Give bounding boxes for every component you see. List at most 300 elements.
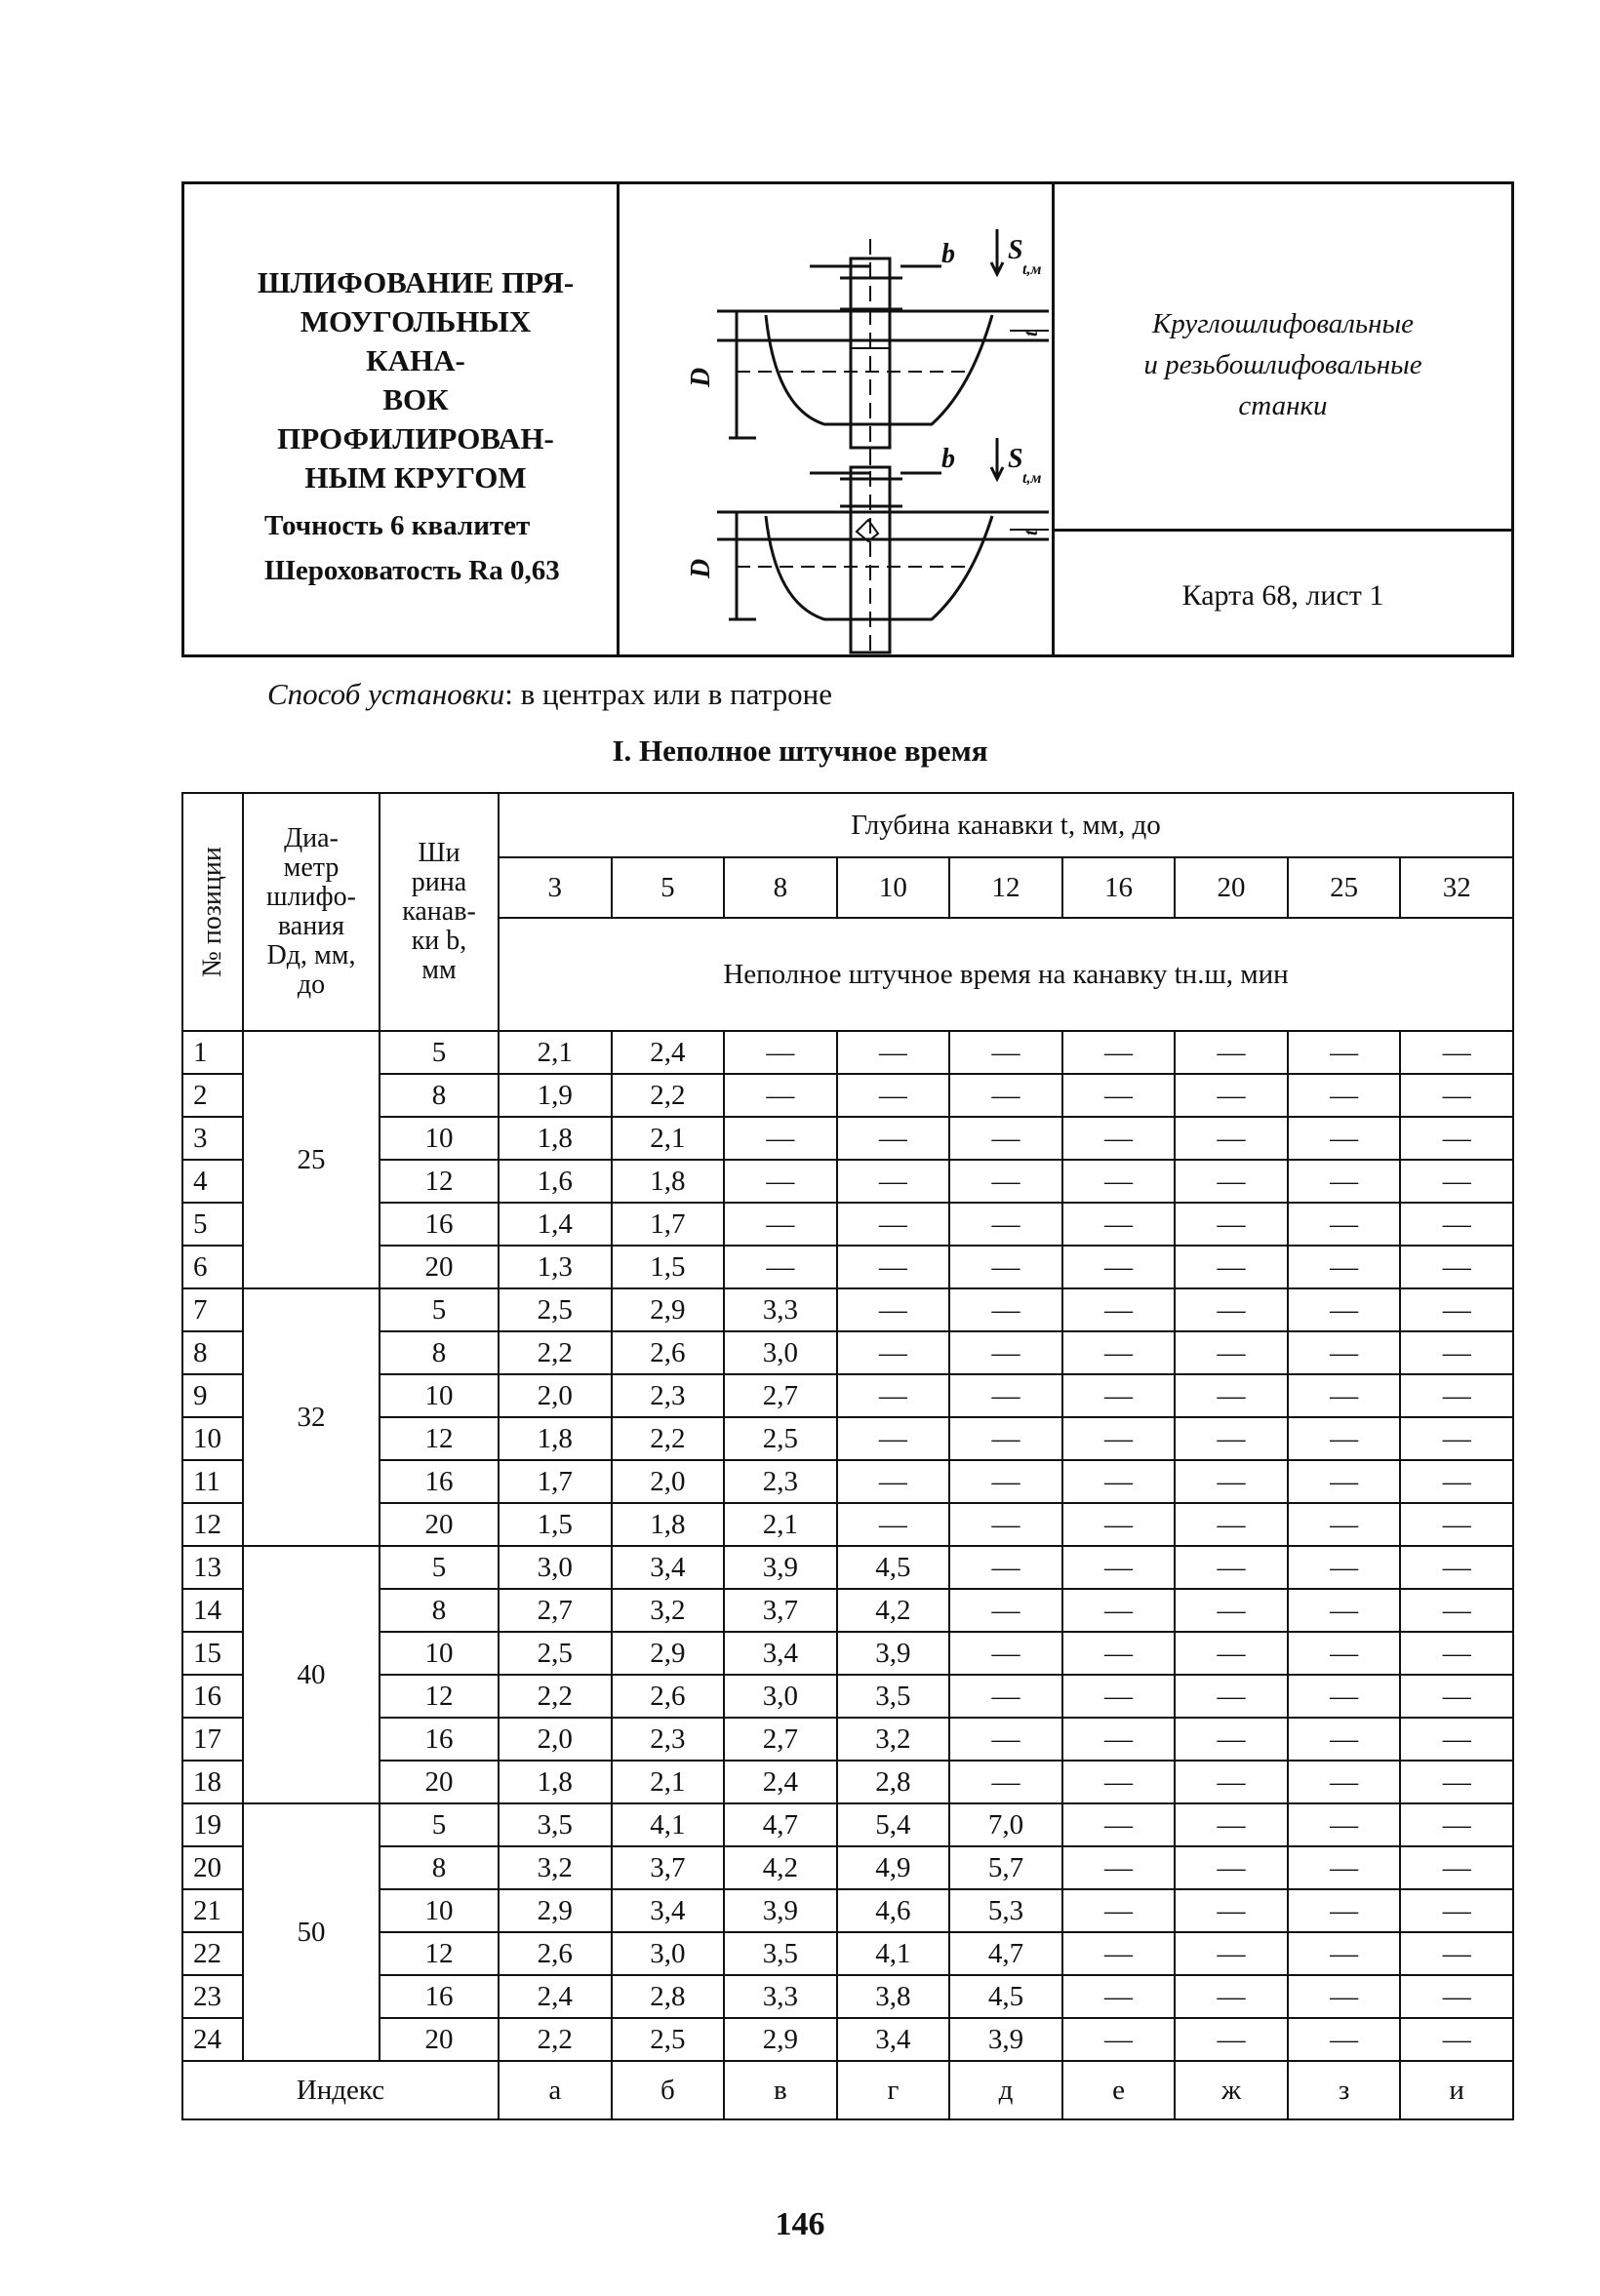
time-value-cell: —: [1062, 1975, 1176, 2018]
time-value-cell: —: [837, 1074, 950, 1117]
time-value-cell: 2,2: [612, 1417, 725, 1460]
time-value-cell: —: [1288, 1546, 1401, 1589]
time-norms-table: [181, 792, 1514, 2120]
time-value-cell: 2,6: [612, 1675, 725, 1718]
time-value-cell: —: [949, 1074, 1062, 1117]
table-row: [182, 1761, 1513, 1803]
machine-block: [1055, 184, 1511, 654]
time-value-cell: —: [1288, 1331, 1401, 1374]
time-value-cell: —: [1400, 1288, 1513, 1331]
time-value-cell: 3,9: [837, 1632, 950, 1675]
time-value-cell: 2,7: [724, 1374, 837, 1417]
groove-width-cell: 12: [380, 1417, 499, 1460]
time-value-cell: —: [1400, 1589, 1513, 1632]
time-value-cell: 5,3: [949, 1889, 1062, 1932]
depth-value: 12: [949, 857, 1062, 918]
time-value-cell: 2,2: [499, 1331, 612, 1374]
time-value-cell: 7,0: [949, 1803, 1062, 1846]
time-value-cell: —: [1288, 1203, 1401, 1246]
index-letter: ж: [1175, 2061, 1288, 2119]
time-value-cell: 1,7: [612, 1203, 725, 1246]
time-value-cell: —: [837, 1374, 950, 1417]
index-letter: а: [499, 2061, 612, 2119]
position-cell: 4: [182, 1160, 243, 1203]
depth-value: 16: [1062, 857, 1176, 918]
time-value-cell: —: [1288, 1975, 1401, 2018]
depth-value: 25: [1288, 857, 1401, 918]
position-cell: 10: [182, 1417, 243, 1460]
time-value-cell: —: [1175, 1589, 1288, 1632]
time-value-cell: 4,6: [837, 1889, 950, 1932]
time-value-cell: —: [1288, 1932, 1401, 1975]
grinding-diagram-svg: [620, 184, 1049, 654]
time-value-cell: —: [1175, 1288, 1288, 1331]
card-sheet-number: Карта 68, лист 1: [1181, 579, 1384, 612]
time-value-cell: —: [1400, 1246, 1513, 1288]
position-cell: 14: [182, 1589, 243, 1632]
time-value-cell: 2,2: [499, 1675, 612, 1718]
operation-block: [184, 184, 620, 654]
time-value-cell: —: [1400, 1374, 1513, 1417]
time-value-cell: —: [724, 1031, 837, 1074]
time-value-cell: —: [949, 1675, 1062, 1718]
table-row: [182, 1975, 1513, 2018]
time-value-cell: 1,9: [499, 1074, 612, 1117]
time-value-cell: —: [1062, 1074, 1176, 1117]
time-value-cell: 2,1: [612, 1761, 725, 1803]
col-diameter-header: Диа- метр шлифо- вания Dд, мм, до: [243, 793, 380, 1031]
depth-header: Глубина канавки t, мм, до: [499, 793, 1513, 857]
time-value-cell: 3,0: [612, 1932, 725, 1975]
groove-width-cell: 10: [380, 1632, 499, 1675]
table-row: [182, 2018, 1513, 2061]
time-value-cell: 3,7: [724, 1589, 837, 1632]
time-value-cell: —: [1400, 1117, 1513, 1160]
time-value-cell: —: [949, 1160, 1062, 1203]
time-value-cell: 2,1: [499, 1031, 612, 1074]
time-value-cell: —: [1175, 1718, 1288, 1761]
time-value-cell: —: [1175, 1117, 1288, 1160]
time-value-cell: —: [1175, 2018, 1288, 2061]
time-value-cell: —: [1062, 1761, 1176, 1803]
position-cell: 7: [182, 1288, 243, 1331]
position-cell: 19: [182, 1803, 243, 1846]
label-d-upper: D: [686, 367, 716, 387]
time-value-cell: —: [1062, 1632, 1176, 1675]
time-value-cell: —: [1288, 1160, 1401, 1203]
installation-label: Способ установки: [267, 677, 505, 711]
position-cell: 20: [182, 1846, 243, 1889]
time-value-cell: —: [1062, 1546, 1176, 1589]
depth-value: 5: [612, 857, 725, 918]
label-t-upper: t: [1020, 331, 1042, 336]
accuracy-text: Точность 6 квалитет: [264, 510, 531, 541]
table-row: [182, 1589, 1513, 1632]
groove-width-cell: 10: [380, 1374, 499, 1417]
time-value-cell: 3,7: [612, 1846, 725, 1889]
position-cell: 5: [182, 1203, 243, 1246]
groove-width-cell: 5: [380, 1031, 499, 1074]
time-value-cell: 3,2: [612, 1589, 725, 1632]
time-value-cell: 5,7: [949, 1846, 1062, 1889]
time-value-cell: —: [949, 1031, 1062, 1074]
time-value-cell: —: [1400, 1761, 1513, 1803]
time-value-cell: —: [1288, 2018, 1401, 2061]
time-value-cell: —: [949, 1546, 1062, 1589]
time-value-cell: 1,8: [612, 1503, 725, 1546]
position-cell: 22: [182, 1932, 243, 1975]
time-value-cell: 2,9: [612, 1632, 725, 1675]
groove-width-cell: 12: [380, 1675, 499, 1718]
depth-value: 10: [837, 857, 950, 918]
time-value-cell: 1,4: [499, 1203, 612, 1246]
index-letter: д: [949, 2061, 1062, 2119]
time-value-cell: —: [724, 1160, 837, 1203]
time-value-cell: —: [1288, 1675, 1401, 1718]
time-value-cell: —: [1288, 1803, 1401, 1846]
time-value-cell: —: [724, 1074, 837, 1117]
time-value-cell: —: [1288, 1889, 1401, 1932]
time-value-cell: 2,5: [499, 1288, 612, 1331]
groove-width-cell: 5: [380, 1288, 499, 1331]
time-value-cell: —: [837, 1160, 950, 1203]
index-letter: в: [724, 2061, 837, 2119]
position-cell: 21: [182, 1889, 243, 1932]
time-value-cell: —: [1288, 1417, 1401, 1460]
label-s-upper: S: [1008, 235, 1023, 265]
time-value-cell: —: [1062, 2018, 1176, 2061]
page-number: 146: [775, 2206, 825, 2242]
time-value-cell: —: [837, 1503, 950, 1546]
position-cell: 12: [182, 1503, 243, 1546]
time-value-cell: 2,7: [499, 1589, 612, 1632]
time-value-cell: —: [1175, 1546, 1288, 1589]
time-value-cell: —: [949, 1503, 1062, 1546]
time-value-cell: —: [724, 1203, 837, 1246]
time-value-cell: —: [1400, 1503, 1513, 1546]
groove-width-cell: 16: [380, 1975, 499, 2018]
time-value-cell: 4,1: [837, 1932, 950, 1975]
time-value-cell: —: [1062, 1846, 1176, 1889]
diameter-cell: 25: [243, 1031, 380, 1288]
table-row: [182, 1632, 1513, 1675]
time-value-cell: —: [1400, 1417, 1513, 1460]
diameter-cell: 40: [243, 1546, 380, 1803]
time-value-cell: 3,9: [724, 1889, 837, 1932]
position-cell: 24: [182, 2018, 243, 2061]
time-value-cell: 1,7: [499, 1460, 612, 1503]
time-value-cell: —: [1175, 1503, 1288, 1546]
index-letter: и: [1400, 2061, 1513, 2119]
time-value-cell: 2,1: [724, 1503, 837, 1546]
position-cell: 11: [182, 1460, 243, 1503]
depth-value: 20: [1175, 857, 1288, 918]
time-value-cell: —: [1175, 1331, 1288, 1374]
time-value-cell: 4,1: [612, 1803, 725, 1846]
time-value-cell: —: [1062, 1503, 1176, 1546]
time-value-cell: —: [949, 1288, 1062, 1331]
time-value-cell: —: [1175, 1417, 1288, 1460]
time-value-cell: 3,4: [837, 2018, 950, 2061]
table-row: [182, 1546, 1513, 1589]
time-value-cell: —: [1175, 1374, 1288, 1417]
depth-value: 3: [499, 857, 612, 918]
table-row: [182, 1460, 1513, 1503]
time-value-cell: —: [724, 1246, 837, 1288]
groove-width-cell: 16: [380, 1718, 499, 1761]
table-row: [182, 1503, 1513, 1546]
table-row: [182, 1932, 1513, 1975]
position-cell: 15: [182, 1632, 243, 1675]
time-value-cell: 2,6: [499, 1932, 612, 1975]
time-value-cell: —: [1175, 1246, 1288, 1288]
index-row: [182, 2061, 1513, 2119]
time-value-cell: —: [1062, 1803, 1176, 1846]
time-value-cell: —: [1062, 1889, 1176, 1932]
time-value-cell: —: [1288, 1117, 1401, 1160]
time-value-cell: —: [1062, 1160, 1176, 1203]
groove-width-cell: 20: [380, 1246, 499, 1288]
time-value-cell: 2,0: [612, 1460, 725, 1503]
table-row: [182, 1889, 1513, 1932]
table-row: [182, 1374, 1513, 1417]
time-value-cell: 3,2: [499, 1846, 612, 1889]
time-value-cell: —: [1175, 1932, 1288, 1975]
time-value-cell: 2,9: [612, 1288, 725, 1331]
groove-width-cell: 5: [380, 1803, 499, 1846]
time-value-cell: —: [949, 1761, 1062, 1803]
time-value-cell: 3,4: [724, 1632, 837, 1675]
position-cell: 17: [182, 1718, 243, 1761]
time-value-cell: —: [1400, 1632, 1513, 1675]
table-row: [182, 1203, 1513, 1246]
groove-width-cell: 8: [380, 1589, 499, 1632]
time-value-cell: 2,5: [724, 1417, 837, 1460]
time-value-cell: —: [1400, 1331, 1513, 1374]
time-value-cell: 3,4: [612, 1889, 725, 1932]
position-cell: 2: [182, 1074, 243, 1117]
groove-width-cell: 10: [380, 1117, 499, 1160]
table-row: [182, 1846, 1513, 1889]
time-value-cell: —: [1062, 1203, 1176, 1246]
time-value-cell: —: [837, 1246, 950, 1288]
time-value-cell: —: [1288, 1589, 1401, 1632]
time-value-cell: —: [1062, 1417, 1176, 1460]
time-value-cell: 2,3: [724, 1460, 837, 1503]
time-value-cell: —: [837, 1417, 950, 1460]
time-value-cell: —: [1175, 1975, 1288, 2018]
position-cell: 16: [182, 1675, 243, 1718]
time-value-cell: 2,5: [499, 1632, 612, 1675]
index-label: Индекс: [182, 2061, 499, 2119]
position-cell: 8: [182, 1331, 243, 1374]
table-row: [182, 1246, 1513, 1288]
groove-width-cell: 20: [380, 2018, 499, 2061]
time-value-cell: —: [1288, 1460, 1401, 1503]
time-value-cell: 2,0: [499, 1374, 612, 1417]
time-value-cell: —: [1288, 1632, 1401, 1675]
groove-width-cell: 8: [380, 1846, 499, 1889]
time-value-cell: 3,0: [499, 1546, 612, 1589]
table-body: [182, 1031, 1513, 2119]
depth-value: 32: [1400, 857, 1513, 918]
table-row: [182, 1803, 1513, 1846]
time-value-cell: —: [1062, 1718, 1176, 1761]
time-value-cell: —: [1288, 1288, 1401, 1331]
time-value-cell: —: [1288, 1761, 1401, 1803]
time-value-cell: 4,9: [837, 1846, 950, 1889]
position-cell: 9: [182, 1374, 243, 1417]
time-value-cell: —: [1175, 1160, 1288, 1203]
time-value-cell: —: [1062, 1460, 1176, 1503]
time-header: Неполное штучное время на канавку tн.ш, мин: [499, 918, 1513, 1031]
time-value-cell: —: [1400, 1160, 1513, 1203]
time-value-cell: 4,7: [724, 1803, 837, 1846]
time-value-cell: —: [1400, 1460, 1513, 1503]
col-position-header: № позиции: [182, 793, 243, 1031]
time-value-cell: —: [1400, 2018, 1513, 2061]
depth-value: 8: [724, 857, 837, 918]
time-value-cell: —: [1288, 1503, 1401, 1546]
time-value-cell: —: [1400, 1803, 1513, 1846]
time-value-cell: 3,0: [724, 1331, 837, 1374]
table-row: [182, 1718, 1513, 1761]
time-value-cell: —: [837, 1331, 950, 1374]
time-value-cell: —: [949, 1632, 1062, 1675]
label-s-lower: S: [1008, 444, 1023, 474]
time-value-cell: —: [1400, 1889, 1513, 1932]
time-value-cell: —: [1062, 1117, 1176, 1160]
time-value-cell: —: [949, 1117, 1062, 1160]
time-value-cell: —: [1288, 1846, 1401, 1889]
position-cell: 13: [182, 1546, 243, 1589]
label-b-upper: b: [941, 239, 955, 269]
groove-width-cell: 16: [380, 1203, 499, 1246]
time-value-cell: 2,4: [499, 1975, 612, 2018]
time-value-cell: 3,2: [837, 1718, 950, 1761]
label-s-sub-upper: t,м: [1022, 261, 1042, 278]
installation-method: [267, 677, 832, 712]
time-value-cell: —: [724, 1117, 837, 1160]
groove-width-cell: 12: [380, 1160, 499, 1203]
time-value-cell: —: [1175, 1846, 1288, 1889]
time-value-cell: 4,5: [949, 1975, 1062, 2018]
time-value-cell: —: [1400, 1203, 1513, 1246]
time-value-cell: —: [949, 1331, 1062, 1374]
table-row: [182, 1288, 1513, 1331]
time-value-cell: 2,3: [612, 1374, 725, 1417]
time-value-cell: —: [1288, 1718, 1401, 1761]
label-t-lower: t: [1020, 530, 1042, 535]
time-value-cell: 2,1: [612, 1117, 725, 1160]
index-letter: б: [612, 2061, 725, 2119]
position-cell: 18: [182, 1761, 243, 1803]
time-value-cell: 2,6: [612, 1331, 725, 1374]
time-value-cell: 3,3: [724, 1288, 837, 1331]
time-value-cell: 3,9: [724, 1546, 837, 1589]
time-value-cell: —: [1062, 1589, 1176, 1632]
position-cell: 1: [182, 1031, 243, 1074]
time-value-cell: —: [1175, 1761, 1288, 1803]
time-value-cell: —: [1062, 1374, 1176, 1417]
time-value-cell: 2,7: [724, 1718, 837, 1761]
time-value-cell: —: [837, 1117, 950, 1160]
time-value-cell: 3,4: [612, 1546, 725, 1589]
time-value-cell: —: [949, 1589, 1062, 1632]
time-value-cell: 1,5: [499, 1503, 612, 1546]
time-value-cell: 1,8: [612, 1160, 725, 1203]
time-value-cell: —: [1175, 1074, 1288, 1117]
time-value-cell: —: [1062, 1675, 1176, 1718]
position-cell: 6: [182, 1246, 243, 1288]
table-row: [182, 1331, 1513, 1374]
groove-width-cell: 16: [380, 1460, 499, 1503]
time-value-cell: —: [837, 1031, 950, 1074]
time-value-cell: —: [1400, 1975, 1513, 2018]
time-value-cell: —: [1175, 1675, 1288, 1718]
time-value-cell: 3,0: [724, 1675, 837, 1718]
time-value-cell: 5,4: [837, 1803, 950, 1846]
time-value-cell: 1,6: [499, 1160, 612, 1203]
position-cell: 3: [182, 1117, 243, 1160]
time-value-cell: —: [949, 1374, 1062, 1417]
time-value-cell: —: [1062, 1246, 1176, 1288]
time-value-cell: —: [1288, 1074, 1401, 1117]
groove-width-cell: 10: [380, 1889, 499, 1932]
time-value-cell: 1,8: [499, 1117, 612, 1160]
time-value-cell: —: [1400, 1546, 1513, 1589]
time-value-cell: —: [1288, 1374, 1401, 1417]
time-value-cell: —: [1175, 1031, 1288, 1074]
time-value-cell: —: [1400, 1031, 1513, 1074]
time-value-cell: 3,9: [949, 2018, 1062, 2061]
time-value-cell: —: [1288, 1246, 1401, 1288]
time-value-cell: 3,5: [724, 1932, 837, 1975]
time-value-cell: 1,8: [499, 1417, 612, 1460]
time-value-cell: 2,4: [612, 1031, 725, 1074]
time-value-cell: —: [1400, 1932, 1513, 1975]
time-value-cell: 2,4: [724, 1761, 837, 1803]
time-value-cell: —: [1062, 1288, 1176, 1331]
groove-width-cell: 20: [380, 1503, 499, 1546]
index-letter: е: [1062, 2061, 1176, 2119]
table-row: [182, 1160, 1513, 1203]
time-value-cell: —: [1062, 1331, 1176, 1374]
time-value-cell: —: [1288, 1031, 1401, 1074]
time-value-cell: —: [949, 1718, 1062, 1761]
time-value-cell: 1,8: [499, 1761, 612, 1803]
time-value-cell: 1,3: [499, 1246, 612, 1288]
time-value-cell: 3,8: [837, 1975, 950, 2018]
time-value-cell: 2,8: [837, 1761, 950, 1803]
time-value-cell: —: [837, 1460, 950, 1503]
time-value-cell: —: [1175, 1460, 1288, 1503]
groove-width-cell: 8: [380, 1074, 499, 1117]
table-row: [182, 1074, 1513, 1117]
time-value-cell: —: [949, 1246, 1062, 1288]
machine-types: Круглошлифовальные и резьбошлифовальные станки: [1055, 184, 1511, 532]
groove-width-cell: 8: [380, 1331, 499, 1374]
time-value-cell: —: [1175, 1203, 1288, 1246]
time-value-cell: 2,2: [499, 2018, 612, 2061]
groove-width-cell: 5: [380, 1546, 499, 1589]
time-value-cell: 4,5: [837, 1546, 950, 1589]
time-value-cell: 2,3: [612, 1718, 725, 1761]
time-value-cell: 3,5: [837, 1675, 950, 1718]
time-value-cell: —: [1400, 1718, 1513, 1761]
time-value-cell: —: [837, 1203, 950, 1246]
time-value-cell: 3,5: [499, 1803, 612, 1846]
